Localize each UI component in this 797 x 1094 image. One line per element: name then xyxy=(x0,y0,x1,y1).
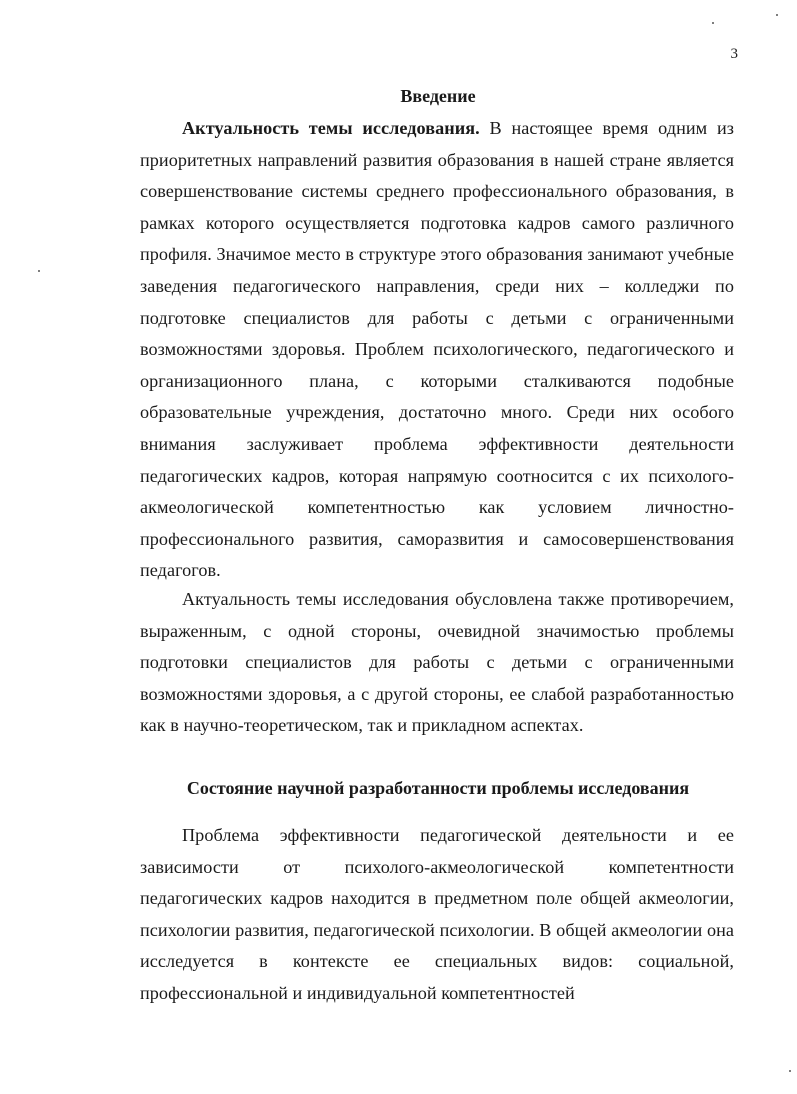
scan-speck xyxy=(776,14,778,16)
scan-speck xyxy=(712,22,714,24)
paragraph-research-state: Проблема эффективности педагогической деятельности и ее зависимости от психолого-акмеологической компетентности педагогических кадров находится в предметном поле общей акмеологии, психологии развития, педагогической психологии. В общей акмеологии она исследуется в контексте ее специальных видов: социальной, профессиональной и индивидуальной компетентностей xyxy=(140,825,734,1003)
relevance-body: В настоящее время одним из приоритетных направлений развития образования в нашей стране является совершенствование системы среднего профессионального образования, в рамках которого осуществляется подготовка кадров самого различного профиля. Значимое место в структуре этого образования занимают учебные заведения педагогического направления, среди них – колледжи по подготовке специалистов для работы с детьми с ограниченными возможностями здоровья. Проблем психологического, педагогического и организационного плана, с которыми сталкиваются подобные образовательные учреждения, достаточно много. Среди них особого внимания заслуживает проблема эффективности деятельности педагогических кадров, которая напрямую соотносится с их психолого-акмеологической компетентностью как условием личностно-профессионального развития, саморазвития и самосовершенствования педагогов. xyxy=(140,118,734,581)
scan-speck xyxy=(38,270,40,272)
page-number: 3 xyxy=(730,46,738,62)
paragraph-relevance xyxy=(140,113,734,587)
section-title-research-state: Состояние научной разработанности проблемы исследования xyxy=(186,778,690,798)
relevance-lead: Актуальность темы исследования. xyxy=(182,118,480,138)
paragraph-relevance-contradiction: Актуальность темы исследования обусловлена также противоречием, выраженным, с одной стороны, очевидной значимостью проблемы подготовки специалистов для работы с детьми с ограниченными возможностями здоровья, а с другой стороны, ее слабой разработанностью как в научно-теоретическом, так и прикладном аспектах. xyxy=(140,589,734,736)
section-title-introduction: Введение xyxy=(400,86,476,106)
scan-speck xyxy=(789,1070,791,1072)
